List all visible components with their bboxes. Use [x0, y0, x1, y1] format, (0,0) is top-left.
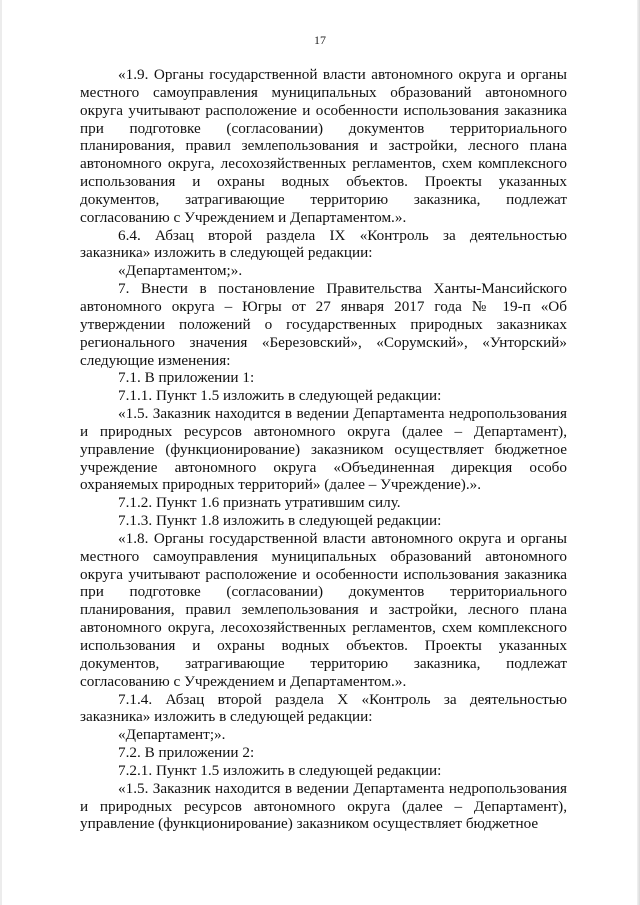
paragraph-6-4: 6.4. Абзац второй раздела IX «Контроль за деятельностью заказника» изложить в следующей редакции: [80, 226, 567, 262]
paragraph-1-5-b: «1.5. Заказник находится в ведении Департамента недропользования и природных ресурсов автономного округа (далее – Департамент), управление (функционирование) заказником осуществляет бюджетное [80, 779, 567, 833]
paragraph-7-1-3: 7.1.3. Пункт 1.8 изложить в следующей редакции: [118, 512, 442, 530]
paragraph-7-1-4: 7.1.4. Абзац второй раздела X «Контроль за деятельностью заказника» изложить в следующей редакции: [80, 690, 567, 726]
paragraph-departamentom: «Департаментом;». [118, 262, 243, 280]
paragraph-1-9: «1.9. Органы государственной власти автономного округа и органы местного самоуправления муниципальных образований автономного округа учитывают расположение и особенности использования заказника при подготовке (согласовании) документов территориального планирования, правил землепользования и застройки, лесного плана автономного округа, лесохозяйственных регламентов, схем комплексного использования и охраны водных объектов. Проекты указанных документов, затрагивающие территорию заказника, подлежат согласованию с Учреждением и Департаментом.». [80, 66, 567, 226]
paragraph-7-1: 7.1. В приложении 1: [118, 369, 255, 387]
paragraph-7-1-2: 7.1.2. Пункт 1.6 признать утратившим силу. [118, 494, 401, 512]
paragraph-7-1-1: 7.1.1. Пункт 1.5 изложить в следующей редакции: [118, 387, 442, 405]
paragraph-7-2-1: 7.2.1. Пункт 1.5 изложить в следующей редакции: [118, 761, 442, 779]
paragraph-7: 7. Внести в постановление Правительства Ханты-Мансийского автономного округа – Югры от 27 января 2017 года № 19-п «Об утверждении положений о государственных природных заказниках регионального значения «Березовский», «Сорумский», «Унторский» следующие изменения: [80, 280, 567, 369]
paragraph-1-5-a: «1.5. Заказник находится в ведении Департамента недропользования и природных ресурсов автономного округа (далее – Департамент), управление (функционирование) заказником осуществляет бюджетное учреждение автономного округа «Объединенная дирекция особо охраняемых природных территорий» (далее – Учреждение).». [80, 405, 567, 494]
paragraph-1-8: «1.8. Органы государственной власти автономного округа и органы местного самоуправления муниципальных образований автономного округа учитывают расположение и особенности использования заказника при подготовке (согласовании) документов территориального планирования, правил землепользования и застройки, лесного плана автономного округа, лесохозяйственных регламентов, схем комплексного использования и охраны водных объектов. Проекты указанных документов, затрагивающие территорию заказника, подлежат согласованию с Учреждением и Департаментом.». [80, 529, 567, 690]
page-number: 17 [314, 33, 326, 47]
document-body [80, 66, 567, 833]
scan-edge-left [0, 0, 2, 905]
paragraph-departament: «Департамент;». [118, 726, 226, 744]
paragraph-7-2: 7.2. В приложении 2: [118, 744, 255, 762]
